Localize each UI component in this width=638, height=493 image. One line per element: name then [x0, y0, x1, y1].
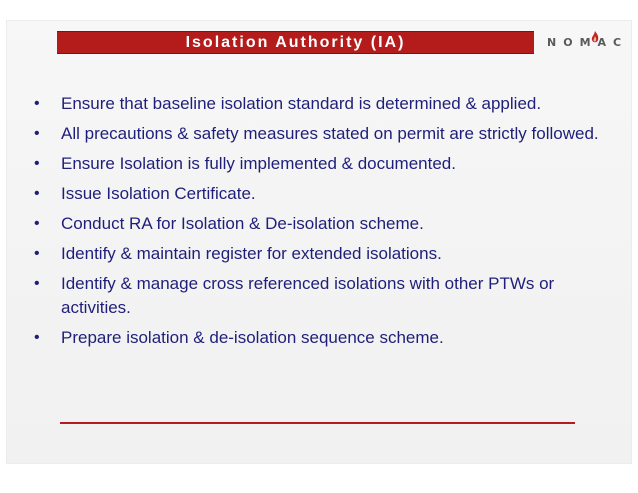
bullet-icon: •: [34, 95, 40, 112]
nomac-logo: [547, 30, 629, 56]
bullet-icon: •: [34, 329, 40, 346]
logo-letter: A: [597, 36, 607, 49]
bullet-text: Identify & maintain register for extended isolations.: [61, 244, 442, 263]
bullet-text: Prepare isolation & de-isolation sequence scheme.: [61, 328, 444, 347]
bullet-icon: •: [34, 245, 40, 262]
list-item: [28, 92, 608, 116]
bullet-text: Issue Isolation Certificate.: [61, 184, 256, 203]
logo-letter: C: [613, 36, 622, 49]
list-item: [28, 272, 608, 320]
list-item: [28, 152, 608, 176]
list-item: [28, 242, 608, 266]
list-item: [28, 326, 608, 350]
list-item: [28, 122, 608, 146]
bullet-icon: •: [34, 125, 40, 142]
list-item: [28, 212, 608, 236]
bullet-text: Conduct RA for Isolation & De-isolation scheme.: [61, 214, 424, 233]
footer-divider: [60, 422, 575, 424]
bullet-text: All precautions & safety measures stated on permit are strictly followed.: [61, 124, 599, 143]
bullet-text: Identify & manage cross referenced isolations with other PTWs or activities.: [61, 274, 555, 317]
bullet-icon: •: [34, 275, 40, 292]
title-bar: [57, 31, 534, 54]
logo-letter: N: [547, 36, 557, 49]
bullet-text: Ensure Isolation is fully implemented & documented.: [61, 154, 456, 173]
bullet-icon: •: [34, 185, 40, 202]
bullet-icon: •: [34, 215, 40, 232]
bullet-text: Ensure that baseline isolation standard is determined & applied.: [61, 94, 542, 113]
bullet-icon: •: [34, 155, 40, 172]
logo-letters: [547, 36, 621, 49]
bullet-list: [28, 92, 608, 356]
logo-letter: O: [563, 36, 573, 49]
logo-letter: M: [579, 36, 591, 49]
list-item: [28, 182, 608, 206]
slide-title: Isolation Authority (IA): [185, 34, 406, 51]
